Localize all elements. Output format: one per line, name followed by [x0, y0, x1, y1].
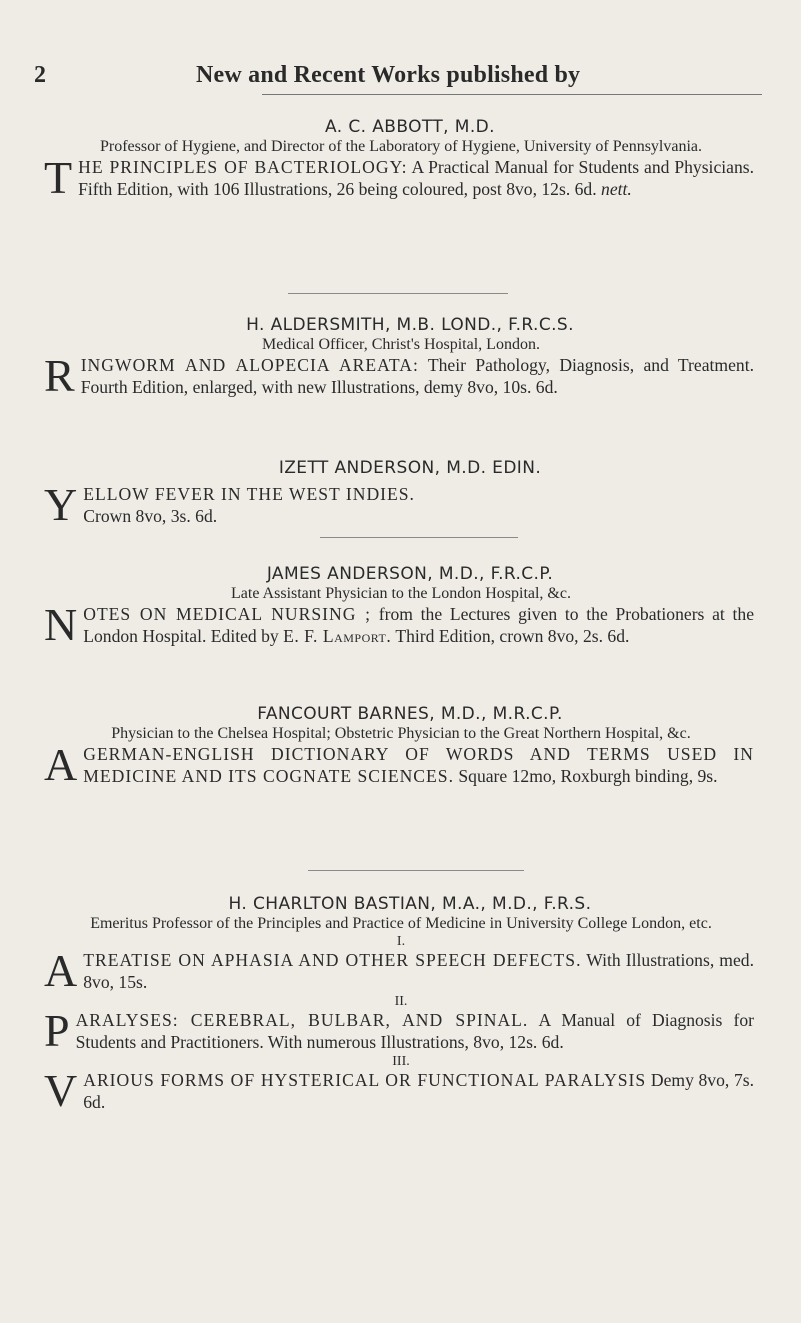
work-numeral: III.	[392, 1054, 410, 1069]
book-details: from the Lectures given to the Probationers at the London Hospital. Edited by	[83, 604, 755, 646]
page-number: 2	[34, 62, 46, 88]
book-description	[44, 479, 754, 530]
author-affiliation: Professor of Hygiene, and Director of the Laboratory of Hygiene, University of Pennsylvania.	[99, 138, 703, 155]
book-title: TREATISE ON APHASIA AND OTHER SPEECH DEFECTS.	[83, 950, 582, 970]
book-title: OTES ON MEDICAL NURSING ;	[83, 604, 372, 624]
book-details: Crown 8vo, 3s. 6d.	[83, 506, 218, 526]
book-description	[44, 599, 755, 650]
drop-cap: A	[44, 945, 78, 996]
book-description	[44, 1065, 754, 1116]
work-numeral: I.	[396, 934, 406, 949]
section-divider	[288, 293, 508, 294]
book-description	[44, 152, 754, 203]
book-description	[44, 945, 754, 996]
author-name: JAMES ANDERSON, M.D., F.R.C.P.	[266, 564, 554, 584]
drop-cap: R	[44, 350, 75, 401]
price-note: nett.	[601, 179, 632, 199]
book-details: Their Pathology, Diagnosis, and Treatment. Fourth Edition, enlarged, with new Illustrations, demy 8vo, 10s. 6d.	[80, 355, 754, 397]
book-title: GERMAN-ENGLISH DICTIONARY OF WORDS AND TERMS USED IN MEDICINE AND ITS COGNATE SCIENCES.	[83, 744, 754, 786]
book-title: ARIOUS FORMS OF HYSTERICAL OR FUNCTIONAL PARALYSIS	[83, 1070, 647, 1090]
drop-cap: Y	[44, 479, 78, 530]
drop-cap: N	[44, 599, 78, 650]
book-title: ELLOW FEVER IN THE WEST INDIES.	[83, 484, 415, 504]
author-affiliation: Physician to the Chelsea Hospital; Obstetric Physician to the Great Northern Hospital, &c.	[111, 725, 691, 742]
work-numeral: II.	[394, 994, 408, 1009]
entry-abbott	[44, 116, 754, 203]
editor-name: E. F. Lamport.	[283, 626, 392, 646]
author-name: A. C. ABBOTT, M.D.	[325, 117, 495, 137]
book-details: A Practical Manual for Students and Physicians. Fifth Edition, with 106 Illustrations, 26 being coloured, post 8vo, 12s. 6d.	[78, 157, 754, 199]
drop-cap: P	[44, 1005, 70, 1056]
book-description	[44, 739, 754, 790]
drop-cap: V	[44, 1065, 78, 1116]
entry-james-anderson	[44, 563, 755, 650]
entry-izett-anderson	[44, 457, 754, 530]
book-details: A Manual of Diagnosis for Students and Practitioners. With numerous Illustrations, 8vo, 12s. 6d.	[75, 1010, 755, 1052]
section-divider	[320, 537, 518, 538]
author-name: H. ALDERSMITH, M.B. LOND., F.R.C.S.	[246, 315, 574, 335]
book-description	[44, 1005, 755, 1056]
page-header	[34, 52, 754, 92]
book-details: Square 12mo, Roxburgh binding, 9s.	[453, 766, 718, 786]
book-description	[44, 350, 754, 401]
section-divider	[308, 870, 524, 871]
entry-bastian	[44, 893, 755, 1116]
author-affiliation: Late Assistant Physician to the London Hospital, &c.	[231, 585, 571, 602]
running-title: New and Recent Works published by	[196, 62, 581, 88]
header-rule	[262, 94, 762, 95]
author-affiliation: Emeritus Professor of the Principles and Practice of Medicine in University College London, etc.	[90, 915, 712, 932]
entry-aldersmith	[44, 314, 754, 401]
book-details: With Illustrations, med. 8vo, 15s.	[83, 950, 754, 992]
author-name: IZETT ANDERSON, M.D. EDIN.	[278, 458, 542, 478]
drop-cap: T	[44, 152, 73, 203]
edition-details: Third Edition, crown 8vo, 2s. 6d.	[391, 626, 630, 646]
book-title: HE PRINCIPLES OF BACTERIOLOGY:	[78, 157, 408, 177]
drop-cap: A	[44, 739, 78, 790]
book-details: Demy 8vo, 7s. 6d.	[83, 1070, 754, 1112]
author-name: FANCOURT BARNES, M.D., M.R.C.P.	[257, 704, 563, 724]
author-name: H. CHARLTON BASTIAN, M.A., M.D., F.R.S.	[228, 894, 592, 914]
book-title: ARALYSES: CEREBRAL, BULBAR, AND SPINAL.	[75, 1010, 529, 1030]
author-affiliation: Medical Officer, Christ's Hospital, London.	[262, 336, 540, 353]
entry-fancourt-barnes	[44, 703, 754, 790]
book-title: INGWORM AND ALOPECIA AREATA:	[80, 355, 419, 375]
